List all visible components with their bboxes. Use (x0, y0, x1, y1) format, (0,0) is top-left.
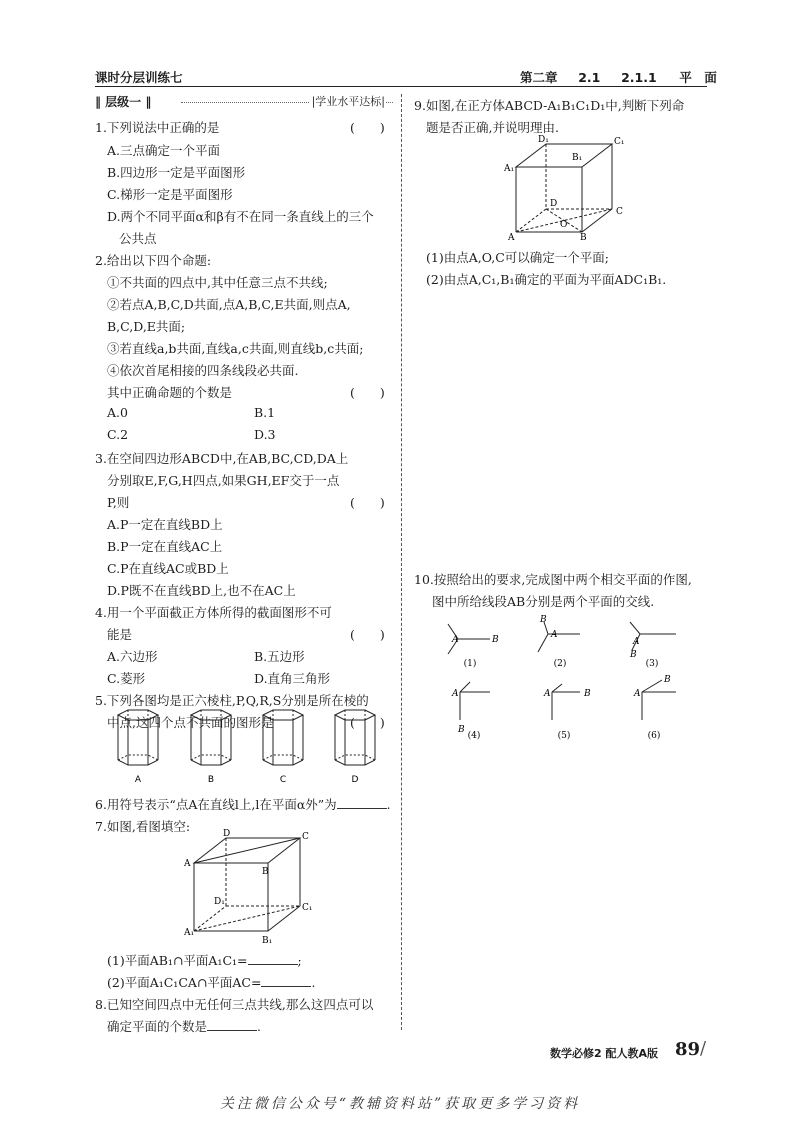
q8-line-2 (107, 1017, 261, 1035)
q10-label-3: (3) (645, 659, 659, 669)
q7-cube-figure (180, 828, 320, 946)
q9-label-o: O (560, 220, 568, 230)
q1-paren: ( ) (350, 120, 385, 135)
q3-line-2: 分别取E,F,G,H四点,如果GH,EF交于一点 (107, 473, 340, 488)
q3-option-b: B.P一定在直线AC上 (107, 539, 223, 554)
footer-book-title: 数学必修2 配人教A版 (550, 1047, 658, 1060)
q7-fill-1-blank[interactable] (248, 964, 298, 965)
q2-option-a: A.0 (107, 405, 128, 420)
q4-paren: ( ) (350, 627, 385, 642)
q5-line-1: 5.下列各图均是正六棱柱,P,Q,R,S分别是所在棱的 (95, 693, 369, 708)
q10-label-6: (6) (647, 731, 661, 741)
level-bar (95, 93, 385, 110)
q8-answer-blank[interactable] (207, 1030, 257, 1031)
header-section: 2.1 (578, 70, 601, 85)
q10-line-1: 10.按照给出的要求,完成图中两个相交平面的作图, (414, 572, 692, 587)
q10-line-2: 图中所给线段AB分别是两个平面的交线. (432, 594, 655, 609)
q5-line-2: 中点,这四个点不共面的图形是 (107, 715, 274, 730)
q10-f5-b: B (584, 689, 591, 699)
q10-f1-b: B (492, 635, 499, 645)
q9-label-d1: D₁ (538, 135, 549, 145)
q10-label-2: (2) (553, 659, 567, 669)
q2-item-3: ③若直线a,b共面,直线a,c共面,则直线b,c共面; (107, 341, 364, 356)
q7-label-c1: C₁ (302, 903, 313, 913)
q3-option-a: A.P一定在直线BD上 (107, 517, 223, 532)
q1-stem: 1.下列说法中正确的是 (95, 120, 220, 135)
header-left: 课时分层训练七 (95, 70, 183, 85)
q2-item-4: ④依次首尾相接的四条线段必共面. (107, 363, 299, 378)
q4-line-1: 4.用一个平面截正方体所得的截面图形不可 (95, 605, 332, 620)
q10-label-1: (1) (463, 659, 477, 669)
q7-stem: 7.如图,看图填空: (95, 819, 191, 834)
header-rule (95, 86, 707, 87)
q3-option-d: D.P既不在直线BD上,也不在AC上 (107, 583, 296, 598)
q5-prism-figures (95, 700, 395, 788)
header-right (520, 68, 717, 86)
q7-fill-2 (107, 973, 315, 991)
q1-option-d-cont: 公共点 (119, 231, 157, 246)
q2-option-b: B.1 (254, 405, 276, 420)
q9-label-c: C (616, 207, 623, 217)
q9-line-2: 题是否正确,并说明理由. (426, 120, 559, 135)
q5-prism-c (263, 710, 303, 765)
q10-f4-b: B (458, 725, 465, 735)
q10-fig-5 (552, 684, 580, 720)
q10-f1-a: A (452, 635, 459, 645)
q9-line-1: 9.如图,在正方体ABCD-A₁B₁C₁D₁中,判断下列命 (414, 98, 685, 113)
q7-label-b1: B₁ (262, 936, 273, 946)
q10-f3-b: B (630, 650, 637, 660)
q7-label-d1: D₁ (214, 897, 225, 907)
page-number: 89 (675, 1039, 701, 1060)
q7-fill-1-end: ; (297, 953, 302, 968)
q10-f5-a: A (544, 689, 551, 699)
q1-option-d: D.两个不同平面α和β有不在同一条直线上的三个 (107, 209, 374, 224)
bottom-notice: 关注微信公众号“教辅资料站”获取更多学习资料 (219, 1096, 581, 1112)
q9-label-b1: B₁ (572, 153, 583, 163)
q10-figures (440, 612, 700, 742)
q5-prism-d (335, 710, 375, 765)
q7-label-d: D (223, 829, 231, 839)
q2-item-2-cont: B,C,D,E共面; (107, 319, 186, 334)
q5-fig-label-b: B (207, 775, 215, 785)
q3-paren: ( ) (350, 495, 385, 510)
q10-fig-6 (642, 680, 676, 720)
q2-option-d: D.3 (254, 427, 276, 442)
q5-fig-label-d: D (351, 775, 359, 785)
q3-line-3: P,则 (107, 495, 130, 510)
q7-fill-2-end: . (311, 975, 316, 990)
q9-cube-figure (500, 132, 640, 242)
q8-line-1: 8.已知空间四点中无任何三点共线,那么这四点可以 (95, 997, 374, 1012)
q7-fill-2-blank[interactable] (261, 986, 311, 987)
q10-f6-a: A (634, 689, 641, 699)
q4-line-2: 能是 (107, 627, 133, 642)
q5-fig-label-a: A (134, 775, 142, 785)
q9-label-a1: A₁ (504, 164, 515, 174)
header-topic: 平 面 (679, 70, 717, 85)
q10-f2-a: A (551, 630, 558, 640)
q8-end: . (257, 1019, 261, 1034)
q6-answer-blank[interactable] (337, 808, 387, 809)
q9-item-2: (2)由点A,C₁,B₁确定的平面为平面ADC₁B₁. (426, 272, 667, 287)
q10-f6-b: B (664, 675, 671, 685)
q4-option-c: C.菱形 (107, 671, 146, 686)
q7-label-c: C (302, 832, 309, 842)
level-label: ‖ 层级一 ‖ (95, 95, 152, 109)
q7-label-b: B (262, 867, 269, 877)
q2-ask: 其中正确命题的个数是 (107, 385, 233, 400)
q5-paren: ( ) (350, 715, 385, 730)
q10-fig-2 (538, 622, 580, 652)
q9-label-b: B (580, 233, 587, 242)
q9-label-c1: C₁ (614, 137, 625, 147)
q1-option-c: C.梯形一定是平面图形 (107, 187, 233, 202)
q6-end: . (386, 797, 391, 812)
q2-paren: ( ) (350, 385, 385, 400)
q7-fill-1 (107, 951, 302, 969)
q1-option-a: A.三点确定一个平面 (107, 143, 221, 158)
q5-prism-b (191, 710, 231, 765)
q10-f2-b: B (540, 615, 547, 625)
q2-item-1: ①不共面的四点中,其中任意三点不共线; (107, 275, 328, 290)
header-subsection: 2.1.1 (621, 70, 657, 85)
q10-label-5: (5) (557, 731, 571, 741)
footer-slash: / (700, 1038, 707, 1059)
header-chapter: 第二章 (520, 70, 558, 85)
q7-label-a: A (184, 859, 191, 869)
q3-option-c: C.P在直线AC或BD上 (107, 561, 229, 576)
q5-fig-label-c: C (279, 775, 287, 785)
q4-option-b: B.五边形 (254, 649, 305, 664)
level-tag: |学业水平达标| (311, 95, 385, 108)
q7-fill-1-prompt: (1)平面AB₁∩平面A₁C₁= (107, 953, 248, 968)
q8-prompt: 确定平面的个数是 (107, 1019, 208, 1034)
q10-fig-4 (460, 682, 490, 720)
q10-f4-a: A (452, 689, 459, 699)
q5-prism-a (118, 710, 158, 765)
q6-prompt: 6.用符号表示“点A在直线l上,l在平面α外”为 (95, 797, 337, 812)
q2-stem: 2.给出以下四个命题: (95, 253, 212, 268)
q7-label-a1: A₁ (184, 928, 195, 938)
q2-option-c: C.2 (107, 427, 129, 442)
q9-item-1: (1)由点A,O,C可以确定一个平面; (426, 250, 609, 265)
q1-option-b: B.四边形一定是平面图形 (107, 165, 246, 180)
q10-f3-a: A (633, 637, 640, 647)
q6-text (95, 795, 391, 813)
q10-label-4: (4) (467, 731, 481, 741)
q9-label-d: D (550, 199, 558, 209)
q4-option-a: A.六边形 (107, 649, 158, 664)
q4-option-d: D.直角三角形 (254, 671, 331, 686)
column-divider (401, 94, 402, 1030)
q9-label-a: A (508, 233, 515, 242)
q3-line-1: 3.在空间四边形ABCD中,在AB,BC,CD,DA上 (95, 451, 349, 466)
q7-fill-2-prompt: (2)平面A₁C₁CA∩平面AC= (107, 975, 262, 990)
q2-item-2: ②若点A,B,C,D共面,点A,B,C,E共面,则点A, (107, 297, 351, 312)
